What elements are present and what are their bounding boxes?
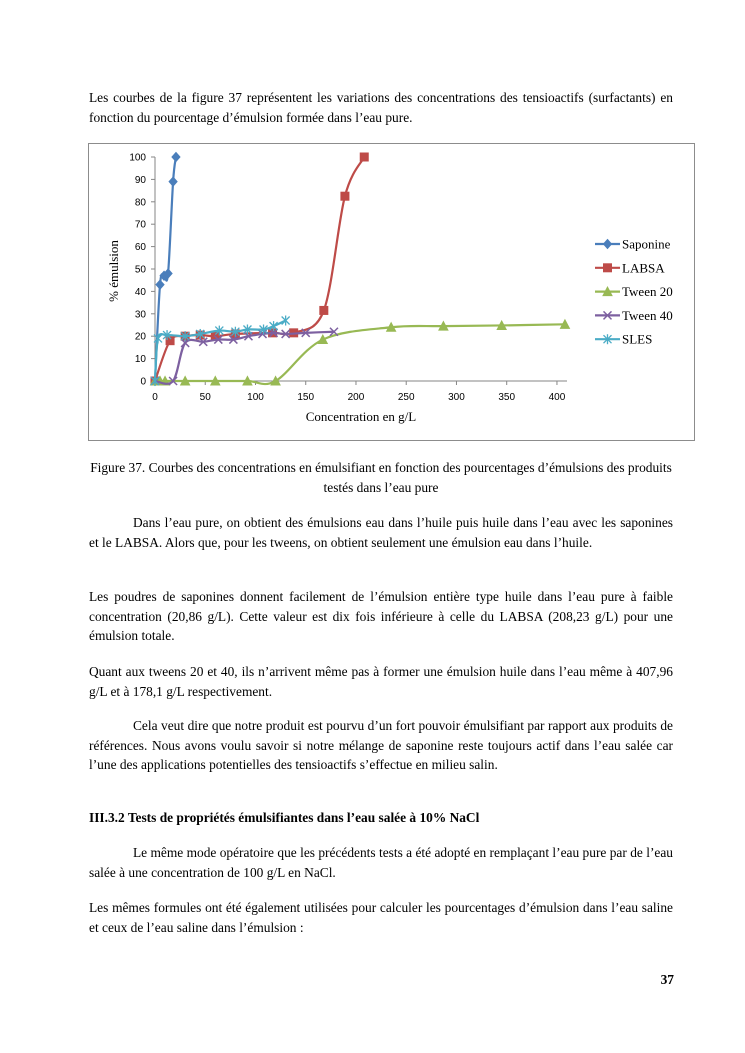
y-tick-label: 60 [134, 242, 146, 254]
x-tick-label: 100 [247, 392, 264, 403]
legend-label-labsa: LABSA [622, 260, 665, 276]
x-tick-label: 300 [448, 392, 465, 403]
x-axis-title: Concentration en g/L [305, 409, 417, 424]
x-tick-label: 400 [548, 392, 566, 403]
legend-label-sles: SLES [622, 331, 653, 347]
y-tick-label: 50 [134, 264, 146, 276]
intro-paragraph: Les courbes de la figure 37 représentent les variations des concentrations des tensioactifs (surfactants) en fonction du pourcentage d’émulsion formée dans l’eau pure. [89, 90, 673, 125]
y-tick-label: 90 [134, 174, 146, 186]
data-point-labsa [341, 192, 349, 200]
paragraph-6: Les mêmes formules ont été également utilisées pour calculer les pourcentages d’émulsion dans l’eau saline et ceux de l’eau saline dans l’émulsion : [89, 900, 673, 935]
y-axis-title: % émulsion [106, 240, 121, 302]
y-tick-label: 40 [134, 286, 146, 298]
paragraph-2: Les poudres de saponines donnent facilement de l’émulsion entière type huile dans l’eau pure à faible concentration (20,86 g/L). Cette valeur est dix fois inférieure à celle du LABSA (208,23 g/L) pour une émulsion totale. [89, 589, 673, 644]
paragraph-1: Dans l’eau pure, on obtient des émulsions eau dans l’huile puis huile dans l’eau avec les saponines et le LABSA. Alors que, pour les tweens, on obtient seulement une émulsion eau dans l’huile. [89, 515, 673, 550]
data-point-labsa [320, 306, 328, 314]
x-tick-label: 0 [152, 392, 158, 403]
x-tick-label: 150 [297, 392, 315, 403]
section-heading: III.3.2 Tests de propriétés émulsifiantes dans l’eau salée à 10% NaCl [89, 810, 480, 825]
y-tick-label: 20 [134, 331, 146, 343]
x-tick-label: 50 [199, 392, 211, 403]
emulsion-chart [88, 143, 695, 442]
paragraph-5: Le même mode opératoire que les précédents tests a été adopté en remplaçant l’eau pure par de l’eau salée à une concentration de 100 g/L en NaCl. [89, 845, 673, 880]
legend-label-saponine: Saponine [622, 236, 671, 252]
x-tick-label: 200 [347, 392, 365, 403]
x-tick-label: 350 [498, 392, 516, 403]
paragraph-4: Cela veut dire que notre produit est pourvu d’un fort pouvoir émulsifiant par rapport aux produits de références. Nous avons voulu savoir si notre mélange de saponine reste toujours actif dans l’eau salée car l’une des applications potentielles des tensioactifs s’effectue en milieu salin. [89, 718, 673, 773]
legend-marker-labsa [604, 264, 612, 272]
data-point-labsa [360, 153, 368, 161]
y-tick-label: 80 [134, 197, 146, 209]
y-tick-label: 30 [134, 309, 146, 321]
figure-caption: Figure 37. Courbes des concentrations en émulsifiant en fonction des pourcentages d’émulsions des produits testés dans l’eau pure [90, 460, 672, 495]
page-number: 37 [660, 972, 674, 987]
x-tick-label: 250 [397, 392, 415, 403]
y-tick-label: 10 [134, 354, 146, 366]
legend-label-tween-20: Tween 20 [622, 284, 673, 300]
paragraph-3: Quant aux tweens 20 et 40, ils n’arrivent même pas à former une émulsion huile dans l’eau même à 407,96 g/L et à 178,1 g/L respectivement. [89, 664, 673, 699]
y-tick-label: 70 [134, 219, 146, 231]
y-tick-label: 100 [129, 152, 146, 164]
y-tick-label: 0 [140, 376, 146, 388]
legend-label-tween-40: Tween 40 [622, 307, 673, 323]
